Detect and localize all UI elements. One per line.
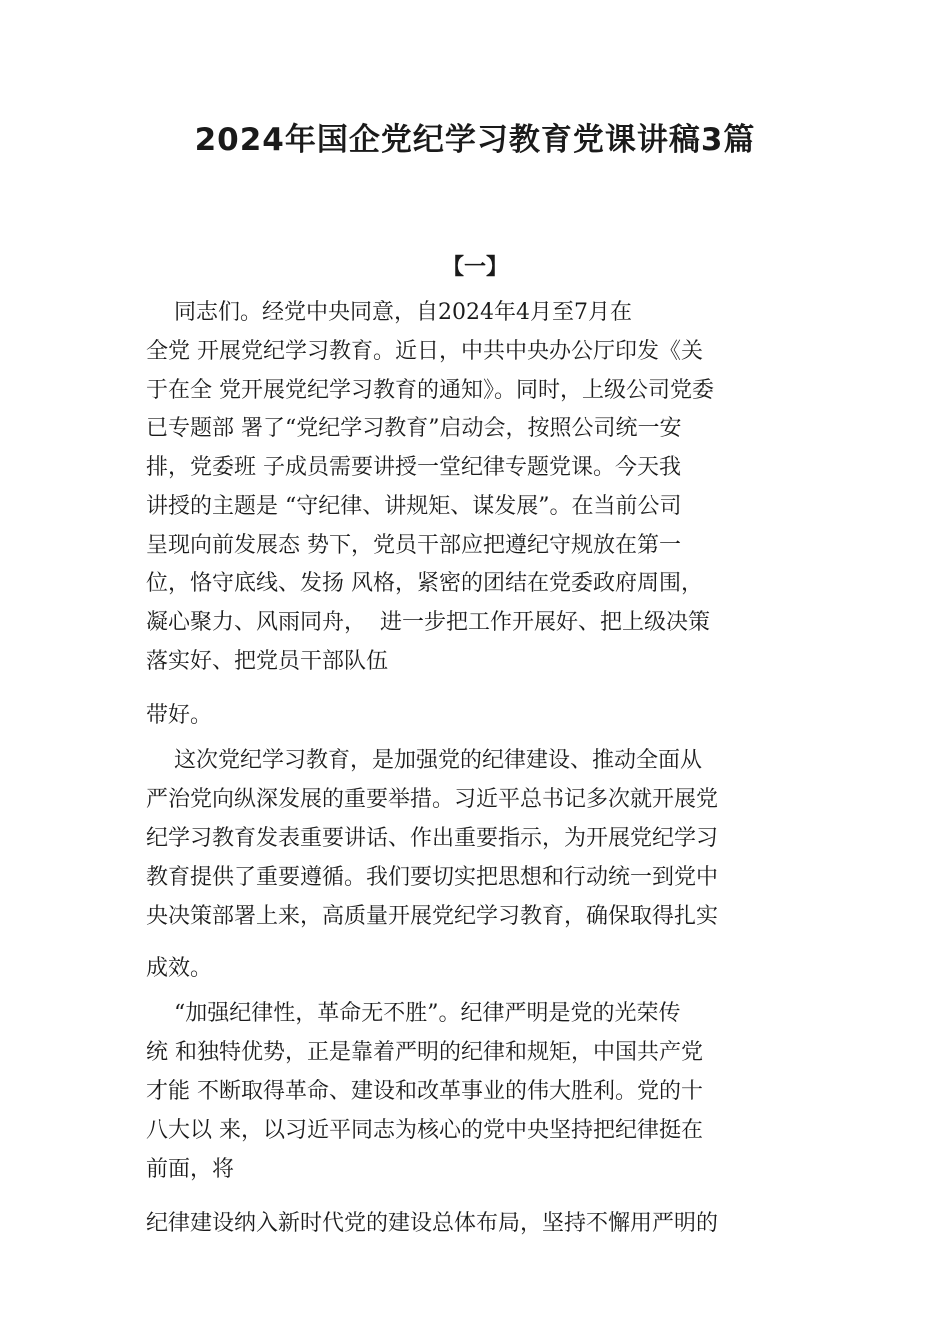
text-line: “加强纪律性，革命无不胜”。纪律严明是党的光荣传 (146, 1001, 681, 1026)
text-line: 统 和独特优势，正是靠着严明的纪律和规矩，中国共产党 (146, 1040, 703, 1065)
text-line: 前面，将 (146, 1157, 235, 1182)
document-title: 2024年国企党纪学习教育党课讲稿3篇 (194, 122, 756, 158)
text-line: 于在全 党开展党纪学习教育的通知》。同时，上级公司党委 (146, 378, 714, 403)
text-line: 这次党纪学习教育，是加强党的纪律建设、推动全面从 (146, 748, 702, 773)
text-line: 才能 不断取得革命、建设和改革事业的伟大胜利。党的十 (146, 1079, 703, 1104)
text-line: 教育提供了重要遵循。我们要切实把思想和行动统一到党中 (146, 865, 719, 890)
text-line: 带好。 (146, 703, 213, 728)
text-line: 严治党向纵深发展的重要举措。习近平总书记多次就开展党 (146, 787, 719, 812)
text-line: 纪律建设纳入新时代党的建设总体布局，坚持不懈用严明的 (146, 1211, 719, 1236)
text-line: 央决策部署上来，高质量开展党纪学习教育，确保取得扎实 (146, 904, 719, 929)
text-line: 纪学习教育发表重要讲话、作出重要指示，为开展党纪学习 (146, 826, 719, 851)
text-line: 落实好、把党员干部队伍 (146, 649, 389, 674)
text-line: 成效。 (146, 956, 213, 981)
text-line: 已专题部 署了“党纪学习教育”启动会，按照公司统一安 (146, 416, 682, 441)
text-line: 讲授的主题是 “守纪律、讲规矩、谋发展”。在当前公司 (146, 494, 682, 519)
text-line: 八大以 来，以习近平同志为核心的党中央坚持把纪律挺在 (146, 1118, 703, 1143)
text-line: 全党 开展党纪学习教育。近日，中共中央办公厅印发《关 (146, 339, 703, 364)
section-heading: 【一】 (441, 255, 508, 280)
text-line: 同志们。经党中央同意，自2024年4月至7月在 (146, 300, 632, 325)
text-line: 凝心聚力、风雨同舟， 进一步把工作开展好、把上级决策 (146, 610, 710, 635)
text-line: 呈现向前发展态 势下，党员干部应把遵纪守规放在第一 (146, 533, 681, 558)
text-line: 位，恪守底线、发扬 风格，紧密的团结在党委政府周围， (146, 571, 703, 596)
text-line: 排，党委班 子成员需要讲授一堂纪律专题党课。今天我 (146, 455, 681, 480)
